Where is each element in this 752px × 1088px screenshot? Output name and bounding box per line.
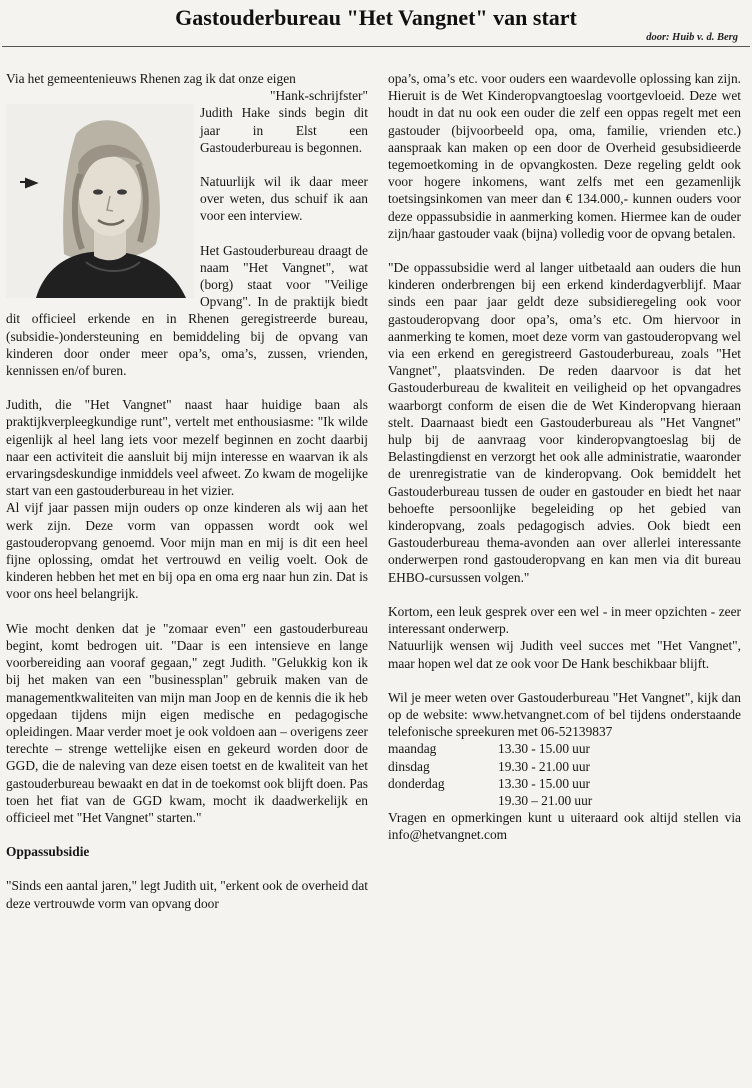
office-hours-day: maandag [388,741,437,757]
office-hours-day [388,792,498,809]
paragraph-opa: opa’s, oma’s etc. voor ouders een waardevolle oplossing kan zijn. Hieruit is de Wet Kinderopvangtoeslag voortgevloeid. Deze wet houdt in dat nu ook een ouder die zelf een oppas regelt met een gastouder (bijvoorbeeld opa, oma, familie, vrienden etc.) aanspraak kan maken op een door de Overheid gesubsidieerde tegemoetkoming in de opvangkosten. Deze regeling geldt ook voor hogere inkomens, want zelfs met een gezamenlijk toetsingsinkomen van meer dan € 134.000,- kunnen ouders voor deze oppassubsidie in aanmerking komen. Hiermee kan de ouder zijn/haar gastouder vaak (bijna) volledig voor de opvang betalen. [388,71,741,241]
right-column [388,70,741,1082]
paragraph-vangnet: Het Gastouderbureau draagt de naam "Het Vangnet", wat (borg) staat voor "Veilige Opvang". In de praktijk biedt dit officieel erkende en in Rhenen geregistreerde bureau, (subsidie-)ondersteuning en bemiddeling bij de opvang van kinderen door onder meer opa’s, oma’s, zussen, vrienden, kennissen en/of buren. [6,242,368,379]
article-title: Gastouderbureau "Het Vangnet" van start [175,5,577,30]
office-hours-time: 13.30 - 15.00 uur [498,741,591,757]
office-hours-time: 13.30 - 15.00 uur [498,775,591,791]
portrait-illustration [6,104,194,298]
office-hours-row [388,740,741,757]
paragraph-succes: Natuurlijk wensen wij Judith veel succes met "Het Vangnet", maar hopen wel dat ze ook voor De Hank beschikbaar blijft. [388,638,741,671]
paragraph-meer-weten: Wil je meer weten over Gastouderbureau "Het Vangnet", kijk dan op de website: www.hetvangnet.com of bel tijdens onderstaande telefonische spreekuren met 06-52139837 [388,689,741,740]
office-hours-time: 19.30 - 21.00 uur [498,758,591,774]
intro-line: Via het gemeentenieuws Rhenen zag ik dat onze eigen [6,71,296,86]
paragraph-judith-intro: Judith Hake sinds begin dit jaar in Elst een Gastouderbureau is begonnen. [200,105,368,155]
paragraph-natuurlijk: Natuurlijk wil ik daar meer over weten, dus schuif ik aan voor een interview. [200,174,368,224]
subheading-oppassubsidie: Oppassubsidie [6,844,90,860]
intro-line-author: "Hank-schrijfster" [270,88,368,104]
article-byline: door: Huib v. d. Berg [646,32,738,43]
paragraph-judith-quote: Judith, die "Het Vangnet" naast haar huidige baan als praktijkverpleegkundige runt", vertelt met enthousiasme: "Ik wilde eigenlijk al heel lang iets voor mezelf beginnen en zocht daarbij naar een activiteit die aansluit bij mijn interesse en waarvan ik als ervaringsdeskundige inmiddels veel afweet. Zo kwam de mogelijke start van een gastouderbureau in het vizier. [6,397,368,499]
office-hours [388,740,741,809]
office-hours-row [388,792,741,809]
office-hours-row [388,775,741,792]
paragraph-zomaar: Wie mocht denken dat je "zomaar even" een gastouderbureau begint, komt bedrogen uit. "Daar is een intensieve en lange voorbereiding aan vooraf gegaan," zegt Judith. "Gelukkig kon ik bij het maken van een "businessplan" gebruik maken van de managementkwaliteiten van mijn man Joop en de kennis die ik heb opgedaan tijdens mijn eigen medische en pedagogische opleidingen. Maar verder moet je ook voldoen aan – overigens zeer terechte – strenge wettelijke eisen en gekeurd worden door de GGD, die de naleving van deze eisen toetst en de kwaliteit van het gastouderbureau bewaakt en dat in de toekomst ook blijft doen. Pas toen het fiat van de GGD kwam, mocht ik daadwerkelijk en officieel met "Het Vangnet" starten." [6,620,368,825]
paragraph-kortom: Kortom, een leuk gesprek over een wel - in meer opzichten - zeer interessant onderwerp. [388,603,741,637]
office-hours-row [388,758,741,775]
office-hours-day: donderdag [388,775,445,791]
office-hours-day: dinsdag [388,758,430,774]
paragraph-sinds: "Sinds een aantal jaren," legt Judith uit, "erkent ook de overheid dat deze vertrouwde vorm van opvang door [6,878,368,911]
header-divider [2,46,750,47]
portrait-photo [6,104,194,298]
office-hours-time: 19.30 – 21.00 uur [498,792,593,808]
paragraph-vragen: Vragen en opmerkingen kunt u uiteraard ook altijd stellen via info@hetvangnet.com [388,810,741,843]
paragraph-vijf-jaar: Al vijf jaar passen mijn ouders op onze kinderen als wij aan het werk zijn. Deze vorm van oppassen wordt ook wel gastouderopvang genoemd. Voor mijn man en mij is dit een heel fijne oplossing, omdat het vertrouwd en veilig voelt. Ook de kinderen hebben het met en bij opa en oma erg naar hun zin. Dat is voor ons heel belangrijk. [6,500,368,602]
left-column [6,70,368,1082]
paragraph-oppassubsidie: "De oppassubsidie werd al langer uitbetaald aan ouders die hun kinderen onderbrengen bij een erkend kinderdagverblijf. Maar sinds een paar jaar geldt deze subsidieregeling ook voor gastouderopvang door opa’s, oma’s etc. Om hiervoor in aanmerking te komen, moet deze vorm van gastouderopvang wel via een erkend en geregistreerd Gastouderbureau, zoals "Het Vangnet", plaatsvinden. De reden daarvoor is dat het Gastouderbureau de kwaliteit en veiligheid op het opvangadres waarborgt conform de eisen die de Wet Kinderopvang hieraan stelt. Daarnaast biedt een Gastouderbureau als "Het Vangnet" hulp bij de aanvraag voor kinderopvangtoeslag bij de Belastingdienst en verzorgt het ook alle administratie, waaronder de urenregistratie van de kinderopvang. Ook bemiddelt het Gastouderbureau tussen de ouder en gastouder en biedt het naar behoefte persoonlijke begeleiding op het gebied van kinderopvang, zoals pedagogisch advies. Ook biedt een Gastouderbureau thema-avonden aan over allerlei interessante onderwerpen rond gastouderopvang en kan men via dit bureau EHBO-cursussen volgen." [388,260,741,585]
